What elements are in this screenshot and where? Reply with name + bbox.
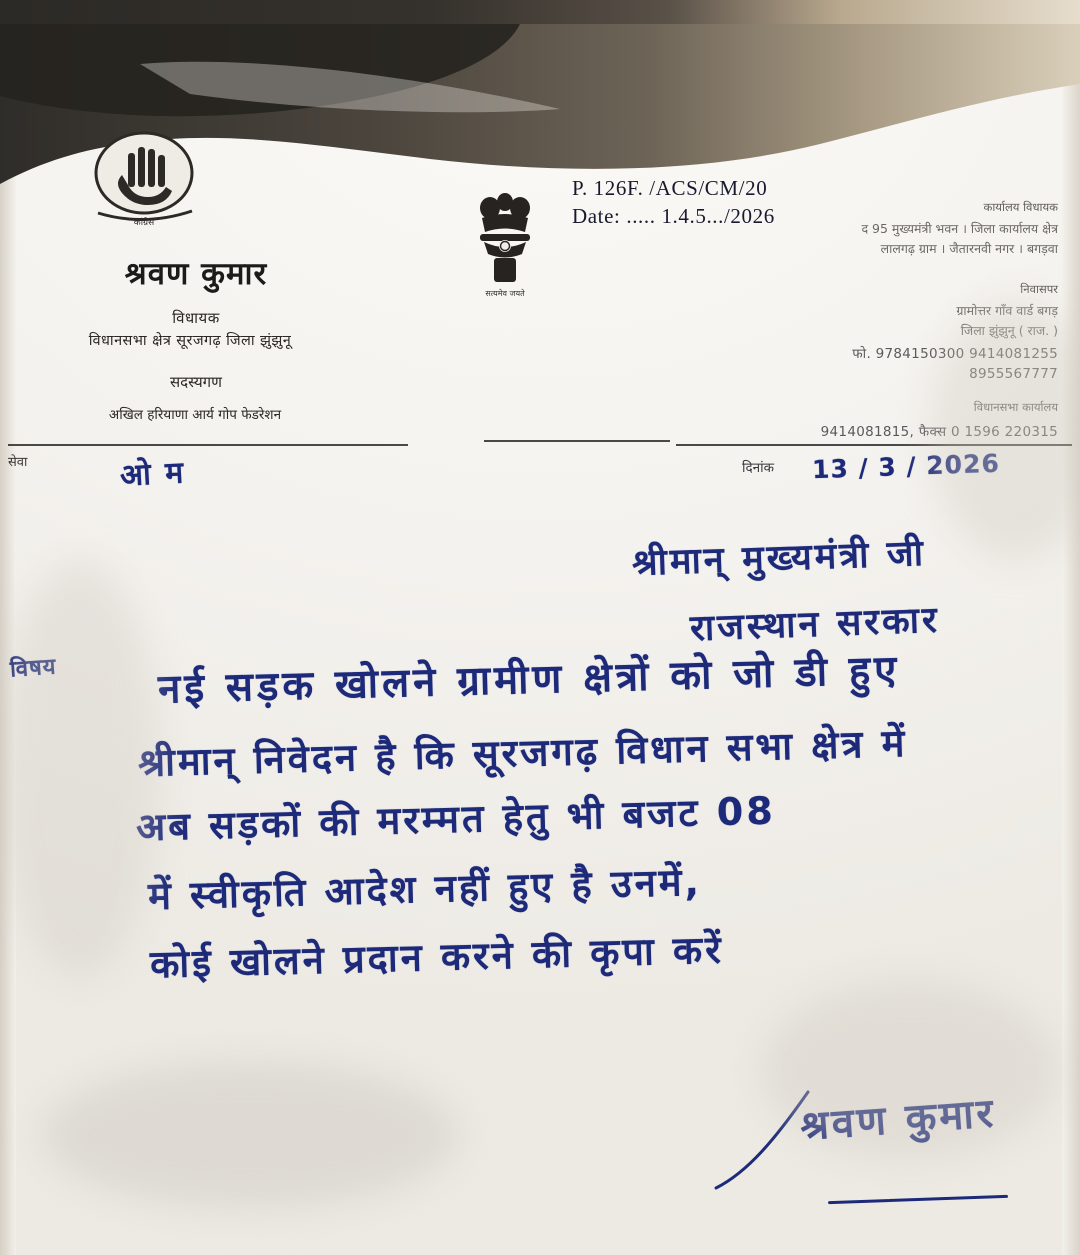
office-line-1: द 95 मुख्यमंत्री भवन । जिला कार्यालय क्षेत्र <box>861 221 1058 236</box>
date-label: Date: <box>572 204 621 228</box>
letterhead-role-1: विधायक <box>172 309 220 327</box>
constituency-phone: 9414081815, फैक्स 0 1596 220315 <box>820 424 1058 440</box>
handwritten-line-5: अब सड़कों की मरम्मत हेतु भी बजट 08 <box>135 788 777 850</box>
handwritten-line-4: श्रीमान् निवेदन है कि सूरजगढ़ विधान सभा क्षेत्र में <box>137 720 908 786</box>
svg-text:कांग्रेस: कांग्रेस <box>133 218 155 228</box>
divider-center <box>484 440 670 442</box>
residence-heading: निवासपर <box>1020 282 1058 296</box>
residence-phone-1: फो. 9784150300 9414081255 <box>852 346 1058 362</box>
handwritten-subject-label: विषय <box>9 654 58 683</box>
svg-text:सत्यमेव जयते: सत्यमेव जयते <box>485 289 525 298</box>
letterhead-role-2: विधानसभा क्षेत्र सूरजगढ़ जिला झुंझुनू <box>88 333 292 349</box>
constituency-heading: विधानसभा कार्यालय <box>973 400 1058 414</box>
handwritten-date: 13 / 3 / 2026 <box>811 448 1001 485</box>
divider-right <box>676 444 1072 446</box>
handwritten-line-3: नई सड़क खोलने ग्रामीण क्षेत्रों को जो डी हुए <box>157 647 901 713</box>
letterhead-role-4: अखिल हरियाणा आर्य गोप फेडरेशन <box>108 407 282 423</box>
handwritten-line-7: कोई खोलने प्रदान करने की कृपा करें <box>149 927 725 987</box>
handwritten-line-2: राजस्थान सरकार <box>689 599 941 650</box>
residence-line-2: जिला झुंझुनू ( राज. ) <box>960 323 1058 338</box>
scan-top-shadow <box>0 0 1080 26</box>
handwritten-place: ओ म <box>119 455 187 494</box>
letterhead-name: श्रवण कुमार <box>124 256 268 292</box>
letterhead <box>0 24 1080 454</box>
divider-left <box>8 444 408 446</box>
residence-phone-2: 8955567777 <box>969 366 1058 382</box>
letterhead-date-line <box>572 204 775 229</box>
residence-line-1: ग्रामोत्तर गाँव वार्ड बगड़ <box>956 303 1058 318</box>
date-label-hindi: दिनांक <box>742 460 775 476</box>
reference-value: 126F. /ACS/CM/20 <box>593 176 768 200</box>
office-line-2: लालगढ़ ग्राम । जैतारनवी नगर । बगड़वा <box>880 241 1058 256</box>
ashoka-lion-capital-emblem-icon <box>470 184 540 302</box>
reference-line <box>572 176 767 201</box>
congress-hand-emblem-icon <box>92 129 200 229</box>
letterhead-role-3: सदस्यगण <box>170 373 222 391</box>
handwritten-line-6: में स्वीकृति आदेश नहीं हुए है उनमें, <box>147 859 703 919</box>
to-label: सेवा <box>8 455 28 470</box>
handwritten-signature: श्रवण कुमार <box>798 1090 998 1150</box>
handwritten-line-1: श्रीमान् मुख्यमंत्री जी <box>631 532 927 585</box>
reference-label: P. <box>572 176 588 200</box>
office-heading: कार्यालय विधायक <box>983 200 1058 214</box>
date-value: ..... 1.4.5.../2026 <box>626 204 775 228</box>
